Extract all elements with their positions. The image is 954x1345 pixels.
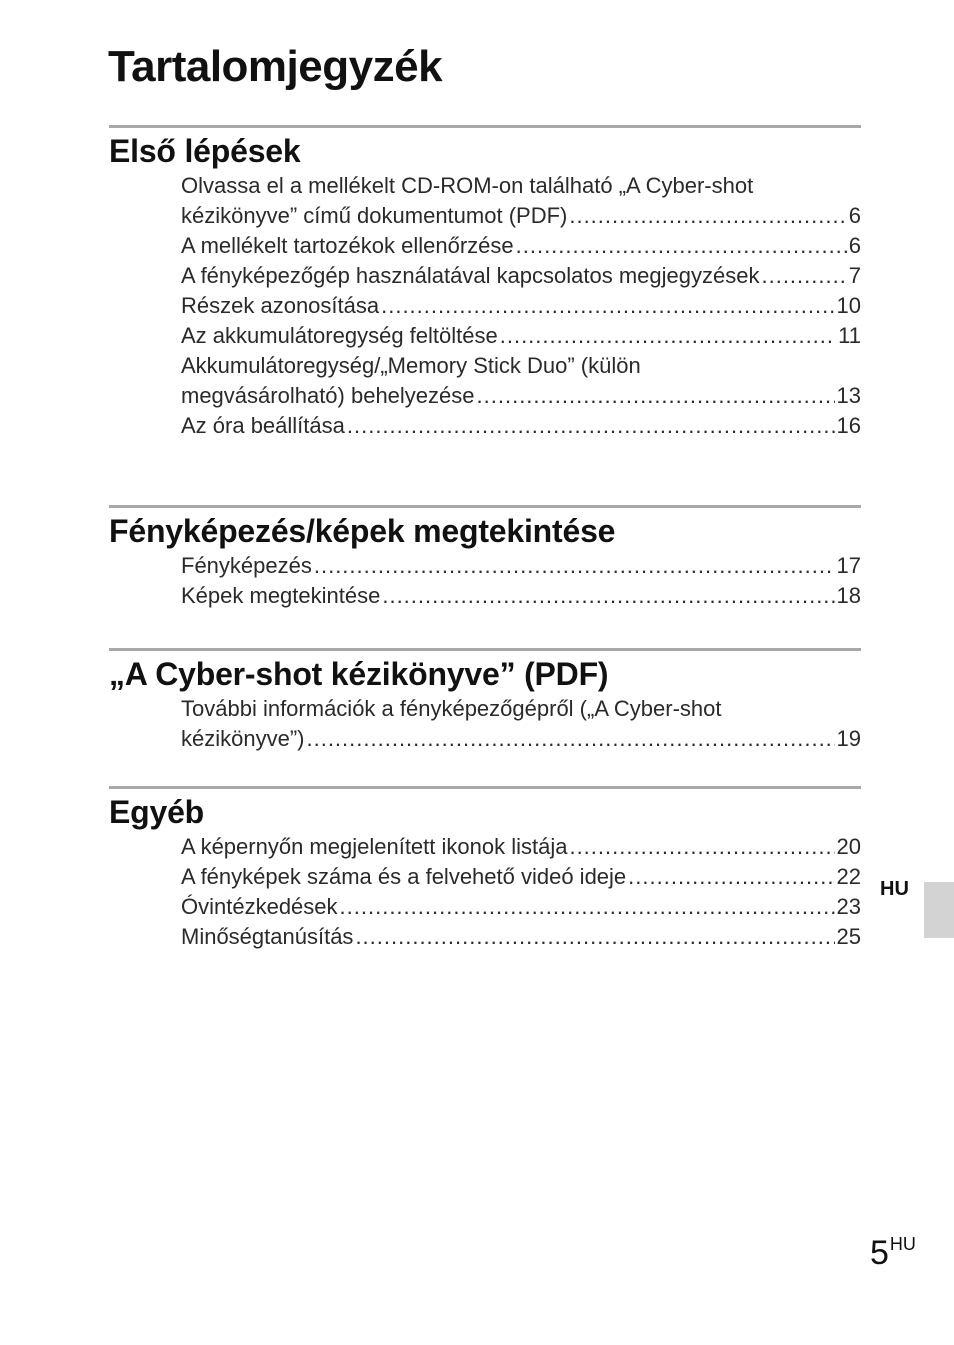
toc-entry[interactable] xyxy=(181,321,861,351)
dot-leader xyxy=(340,892,835,922)
toc-entry-text: A fényképezőgép használatával kapcsolatos megjegyzések xyxy=(181,263,760,288)
toc-page-number: 7 xyxy=(848,263,861,288)
dot-leader xyxy=(569,201,846,231)
toc-entry[interactable] xyxy=(181,171,861,231)
toc-entry[interactable] xyxy=(181,862,861,892)
toc-entry-text: kézikönyve”) xyxy=(181,726,305,751)
dot-leader xyxy=(314,551,835,581)
section-other xyxy=(109,786,861,952)
page-title: Tartalomjegyzék xyxy=(108,42,443,91)
toc-page-number: 22 xyxy=(836,864,861,889)
language-label: HU xyxy=(880,878,909,900)
toc-entry[interactable] xyxy=(181,291,861,321)
toc-entry-text: Az óra beállítása xyxy=(181,413,345,438)
toc-entry-text: Óvintézkedések xyxy=(181,894,338,919)
toc-entry[interactable] xyxy=(181,231,861,261)
toc-entry-text: Képek megtekintése xyxy=(181,583,381,608)
toc-entry[interactable] xyxy=(181,261,861,291)
toc-entry-text: Részek azonosítása xyxy=(181,293,380,318)
dot-leader xyxy=(516,231,847,261)
toc-entry-text: További információk a fényképezőgépről („A Cyber-shot xyxy=(181,696,722,721)
dot-leader xyxy=(761,261,846,291)
dot-leader xyxy=(382,581,834,611)
toc-entry[interactable] xyxy=(181,922,861,952)
toc-entry[interactable] xyxy=(181,832,861,862)
toc-page-number: 16 xyxy=(836,413,861,438)
section-heading: Egyéb xyxy=(109,794,205,830)
toc-entry-text: A fényképek száma és a felvehető videó ideje xyxy=(181,864,627,889)
toc-page-number: 20 xyxy=(836,834,861,859)
toc-page-number: 10 xyxy=(836,293,861,318)
toc-entry[interactable] xyxy=(181,694,861,754)
toc-entry-list xyxy=(181,694,861,754)
dot-leader xyxy=(477,381,835,411)
toc-page-number: 25 xyxy=(836,924,861,949)
toc-entry-text: A mellékelt tartozékok ellenőrzése xyxy=(181,233,514,258)
toc-entry-list xyxy=(181,171,861,441)
toc-entry-text: Minőségtanúsítás xyxy=(181,924,354,949)
toc-entry[interactable] xyxy=(181,551,861,581)
section-shooting-viewing xyxy=(109,505,861,611)
dot-leader xyxy=(569,832,834,862)
toc-entry[interactable] xyxy=(181,411,861,441)
toc-entry-text: megvásárolható) behelyezése xyxy=(181,383,475,408)
dot-leader xyxy=(500,321,836,351)
toc-page-number: 18 xyxy=(836,583,861,608)
toc-page-number: 17 xyxy=(836,553,861,578)
toc-entry-text: Az akkumulátoregység feltöltése xyxy=(181,323,498,348)
dot-leader xyxy=(347,411,835,441)
toc-page-number: 13 xyxy=(836,383,861,408)
toc-page-number: 6 xyxy=(848,233,861,258)
section-heading: Fényképezés/képek megtekintése xyxy=(109,513,616,549)
page-number-suffix: HU xyxy=(889,1234,916,1254)
toc-entry-text: Akkumulátoregység/„Memory Stick Duo” (külön xyxy=(181,353,641,378)
dot-leader xyxy=(381,291,834,321)
dot-leader xyxy=(628,862,834,892)
toc-entry-text: A képernyőn megjelenített ikonok listája xyxy=(181,834,568,859)
page-number-value: 5 xyxy=(870,1234,889,1272)
toc-entry[interactable] xyxy=(181,581,861,611)
page-number xyxy=(870,1234,916,1273)
toc-page-number: 23 xyxy=(836,894,861,919)
section-heading: „A Cyber-shot kézikönyve” (PDF) xyxy=(109,656,609,692)
dot-leader xyxy=(306,724,834,754)
toc-entry-text: Olvassa el a mellékelt CD-ROM-on található „A Cyber-shot xyxy=(181,173,754,198)
section-getting-started xyxy=(109,125,861,441)
toc-entry[interactable] xyxy=(181,892,861,922)
toc-entry[interactable] xyxy=(181,351,861,411)
toc-page-number: 6 xyxy=(848,203,861,228)
language-tab xyxy=(924,882,954,938)
toc-entry-text: Fényképezés xyxy=(181,553,312,578)
section-cybershot-handbook xyxy=(109,648,861,754)
dot-leader xyxy=(355,922,834,952)
toc-page-number: 19 xyxy=(836,726,861,751)
toc-entry-list xyxy=(181,832,861,952)
toc-entry-text: kézikönyve” című dokumentumot (PDF) xyxy=(181,203,568,228)
toc-entry-list xyxy=(181,551,861,611)
section-heading: Első lépések xyxy=(109,133,301,169)
toc-page-number: 11 xyxy=(838,323,861,348)
